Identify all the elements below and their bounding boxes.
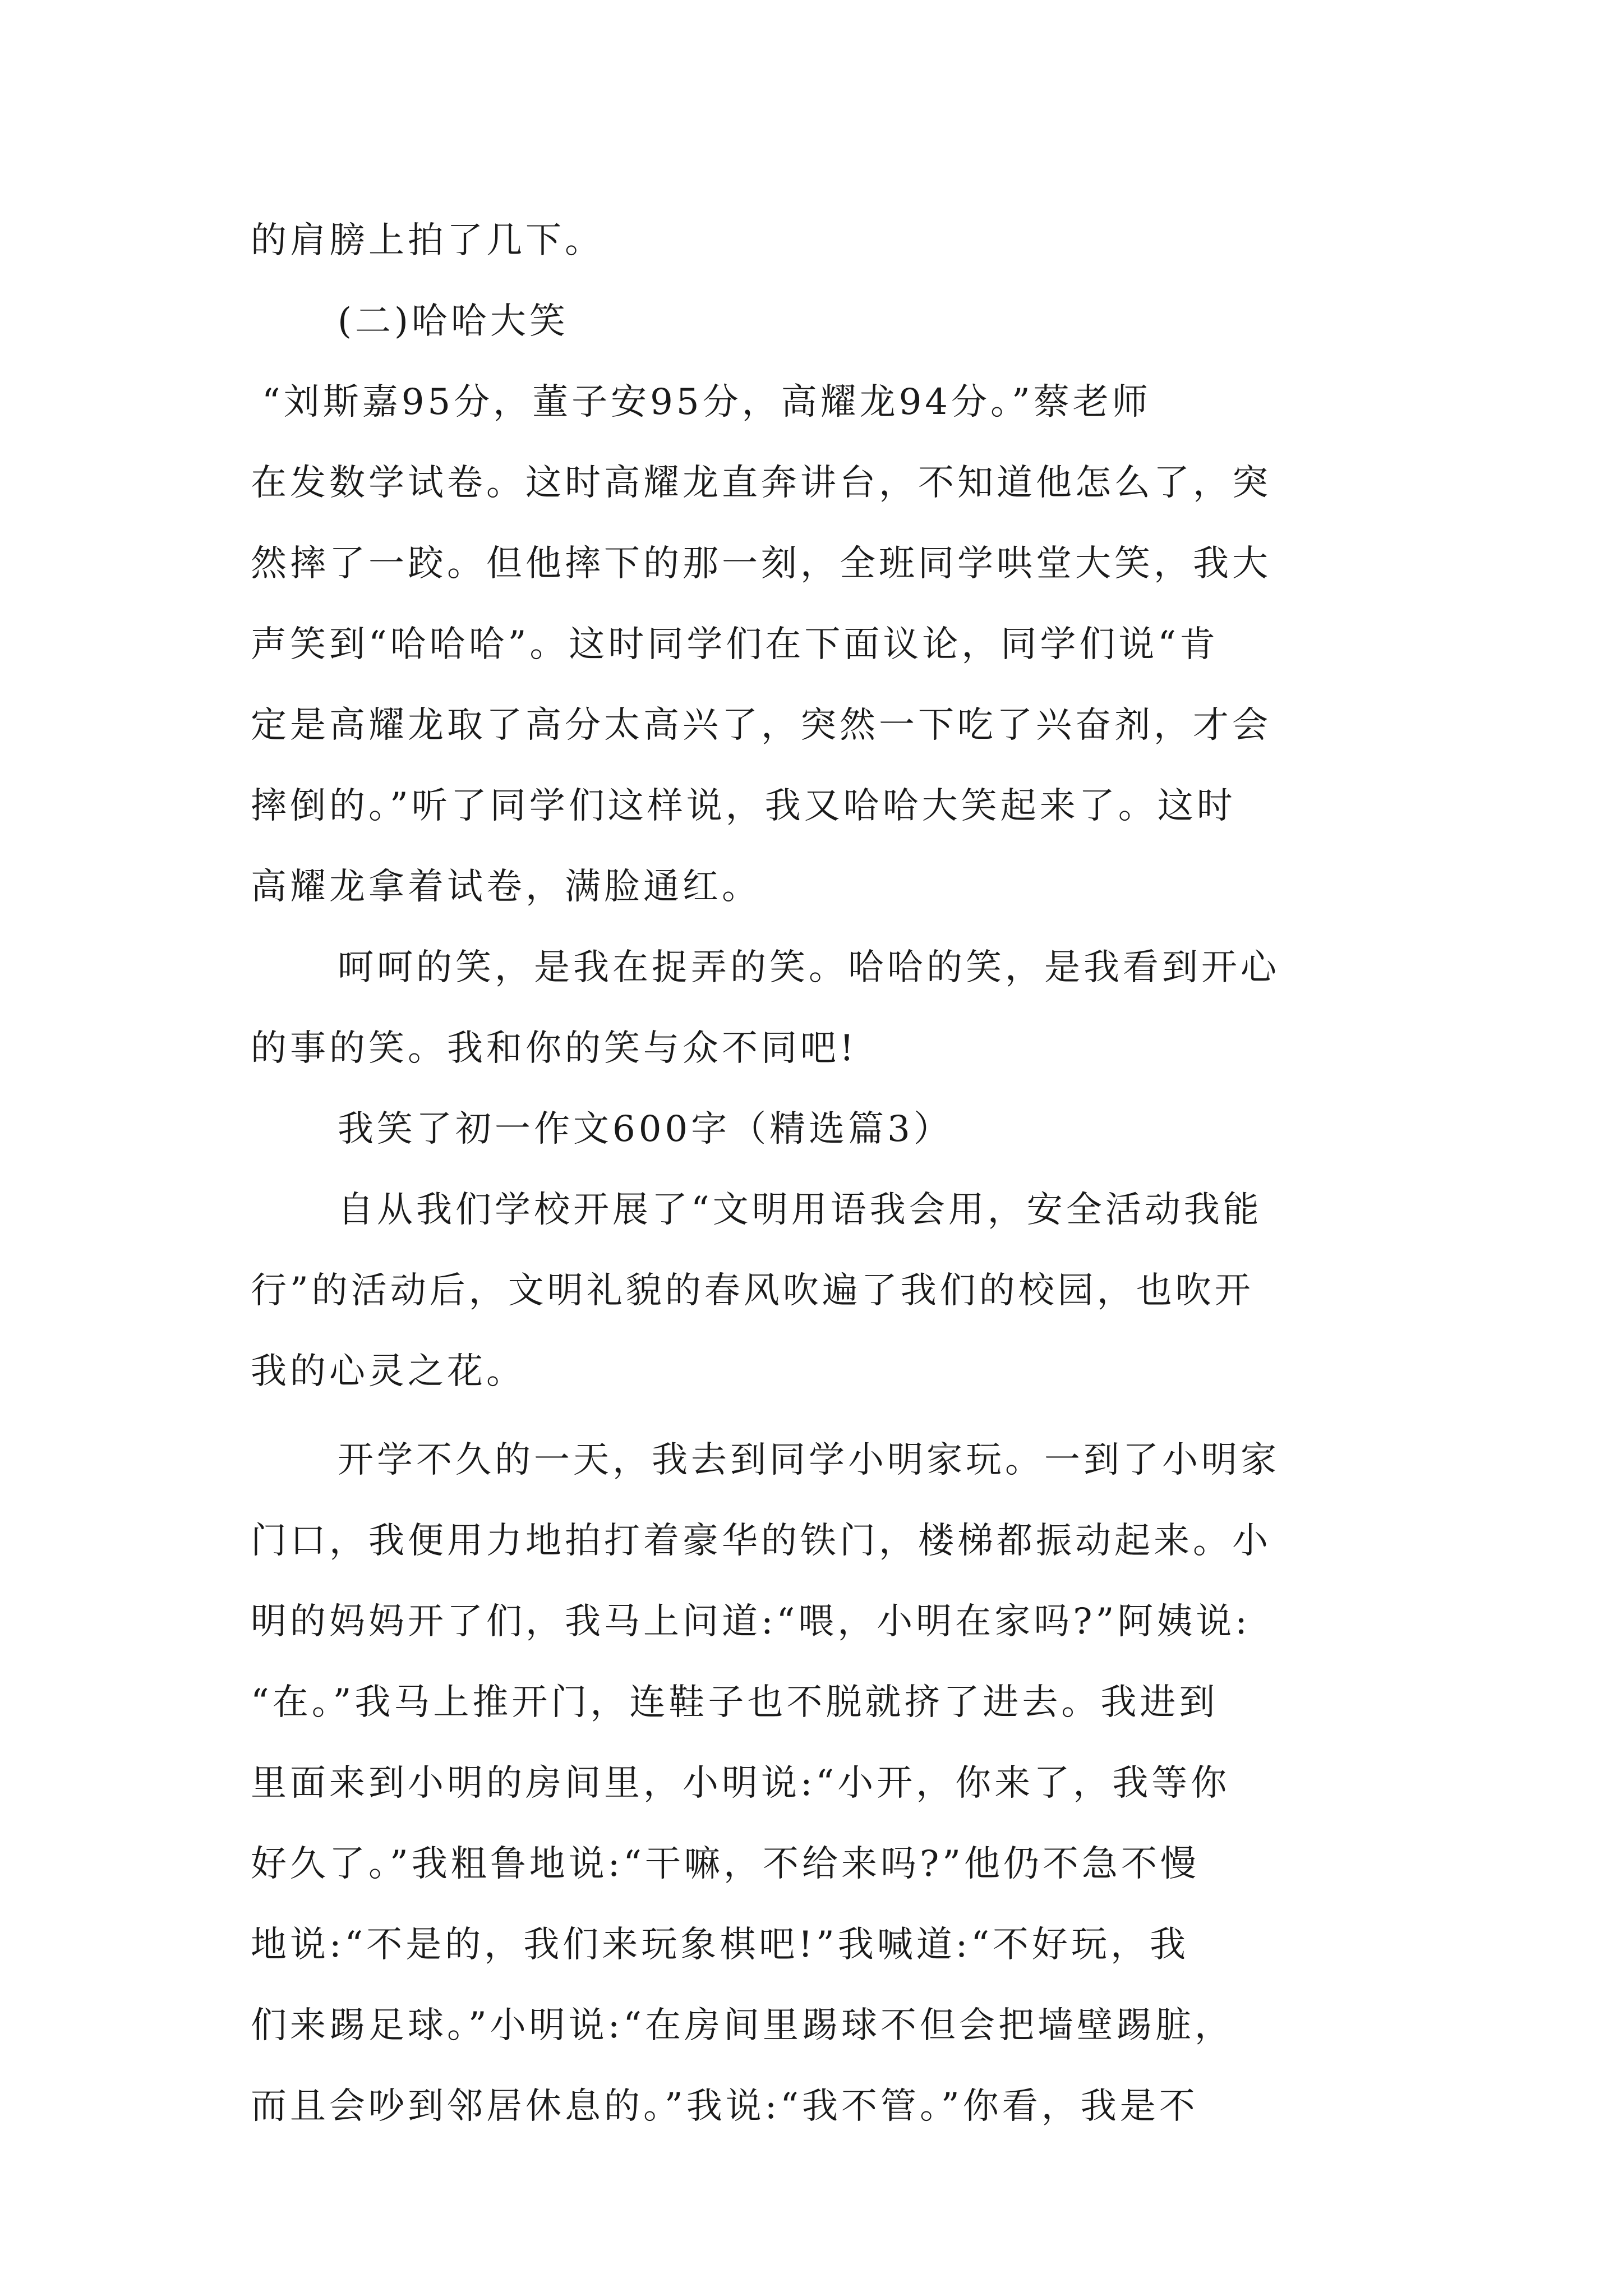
- paragraph-line: 摔倒的。”听了同学们这样说，我又哈哈大笑起来了。这时: [251, 785, 1236, 827]
- paragraph-line: 开学不久的一天，我去到同学小明家玩。一到了小明家: [338, 1439, 1280, 1481]
- paragraph-line: “刘斯嘉95分，董子安95分，高耀龙94分。”蔡老师: [262, 381, 1151, 423]
- paragraph-line: 明的妈妈开了们，我马上问道:“喂，小明在家吗?”阿姨说:: [251, 1601, 1251, 1642]
- paragraph-line: 们来踢足球。”小明说:“在房间里踢球不但会把墙壁踢脏，: [251, 2005, 1234, 2046]
- paragraph-line: “在。”我马上推开门，连鞋子也不脱就挤了进去。我进到: [251, 1682, 1219, 1723]
- paragraph-line: 的事的笑。我和你的笑与众不同吧!: [251, 1028, 857, 1069]
- paragraph-line: 高耀龙拿着试卷，满脸通红。: [251, 866, 761, 908]
- paragraph-line: 门口，我便用力地拍打着豪华的铁门，楼梯都振动起来。小: [251, 1520, 1271, 1562]
- paragraph-line: 里面来到小明的房间里，小明说:“小开，你来了，我等你: [251, 1763, 1230, 1804]
- paragraph-line: 而且会吵到邻居休息的。”我说:“我不管。”你看，我是不: [251, 2086, 1198, 2127]
- paragraph-line: 我的心灵之花。: [251, 1351, 525, 1392]
- section-heading: 我笑了初一作文600字（精选篇3）: [338, 1108, 953, 1150]
- paragraph-line: 然摔了一跤。但他摔下的那一刻，全班同学哄堂大笑，我大: [251, 543, 1271, 585]
- paragraph-line: 在发数学试卷。这时高耀龙直奔讲台，不知道他怎么了，突: [251, 462, 1271, 504]
- paragraph-line: 呵呵的笑，是我在捉弄的笑。哈哈的笑，是我看到开心: [338, 947, 1280, 988]
- paragraph-line: 自从我们学校开展了“文明用语我会用，安全活动我能: [338, 1189, 1262, 1231]
- paragraph-line: 行”的活动后，文明礼貌的春风吹遍了我们的校园，也吹开: [251, 1270, 1254, 1312]
- paragraph-line: 声笑到“哈哈哈”。这时同学们在下面议论，同学们说“肯: [251, 624, 1219, 665]
- paragraph-gap: [251, 1412, 1389, 1420]
- paragraph-line: 地说:“不是的，我们来玩象棋吧!”我喊道:“不好玩，我: [251, 1924, 1189, 1966]
- paragraph-line: 的肩膀上拍了几下。: [251, 220, 604, 261]
- section-heading: (二)哈哈大笑: [338, 301, 569, 342]
- paragraph-line: 定是高耀龙取了高分太高兴了，突然一下吃了兴奋剂，才会: [251, 705, 1271, 746]
- essay-body: [251, 200, 1389, 2147]
- paragraph-line: 好久了。”我粗鲁地说:“干嘛，不给来吗?”他仍不急不慢: [251, 1843, 1200, 1885]
